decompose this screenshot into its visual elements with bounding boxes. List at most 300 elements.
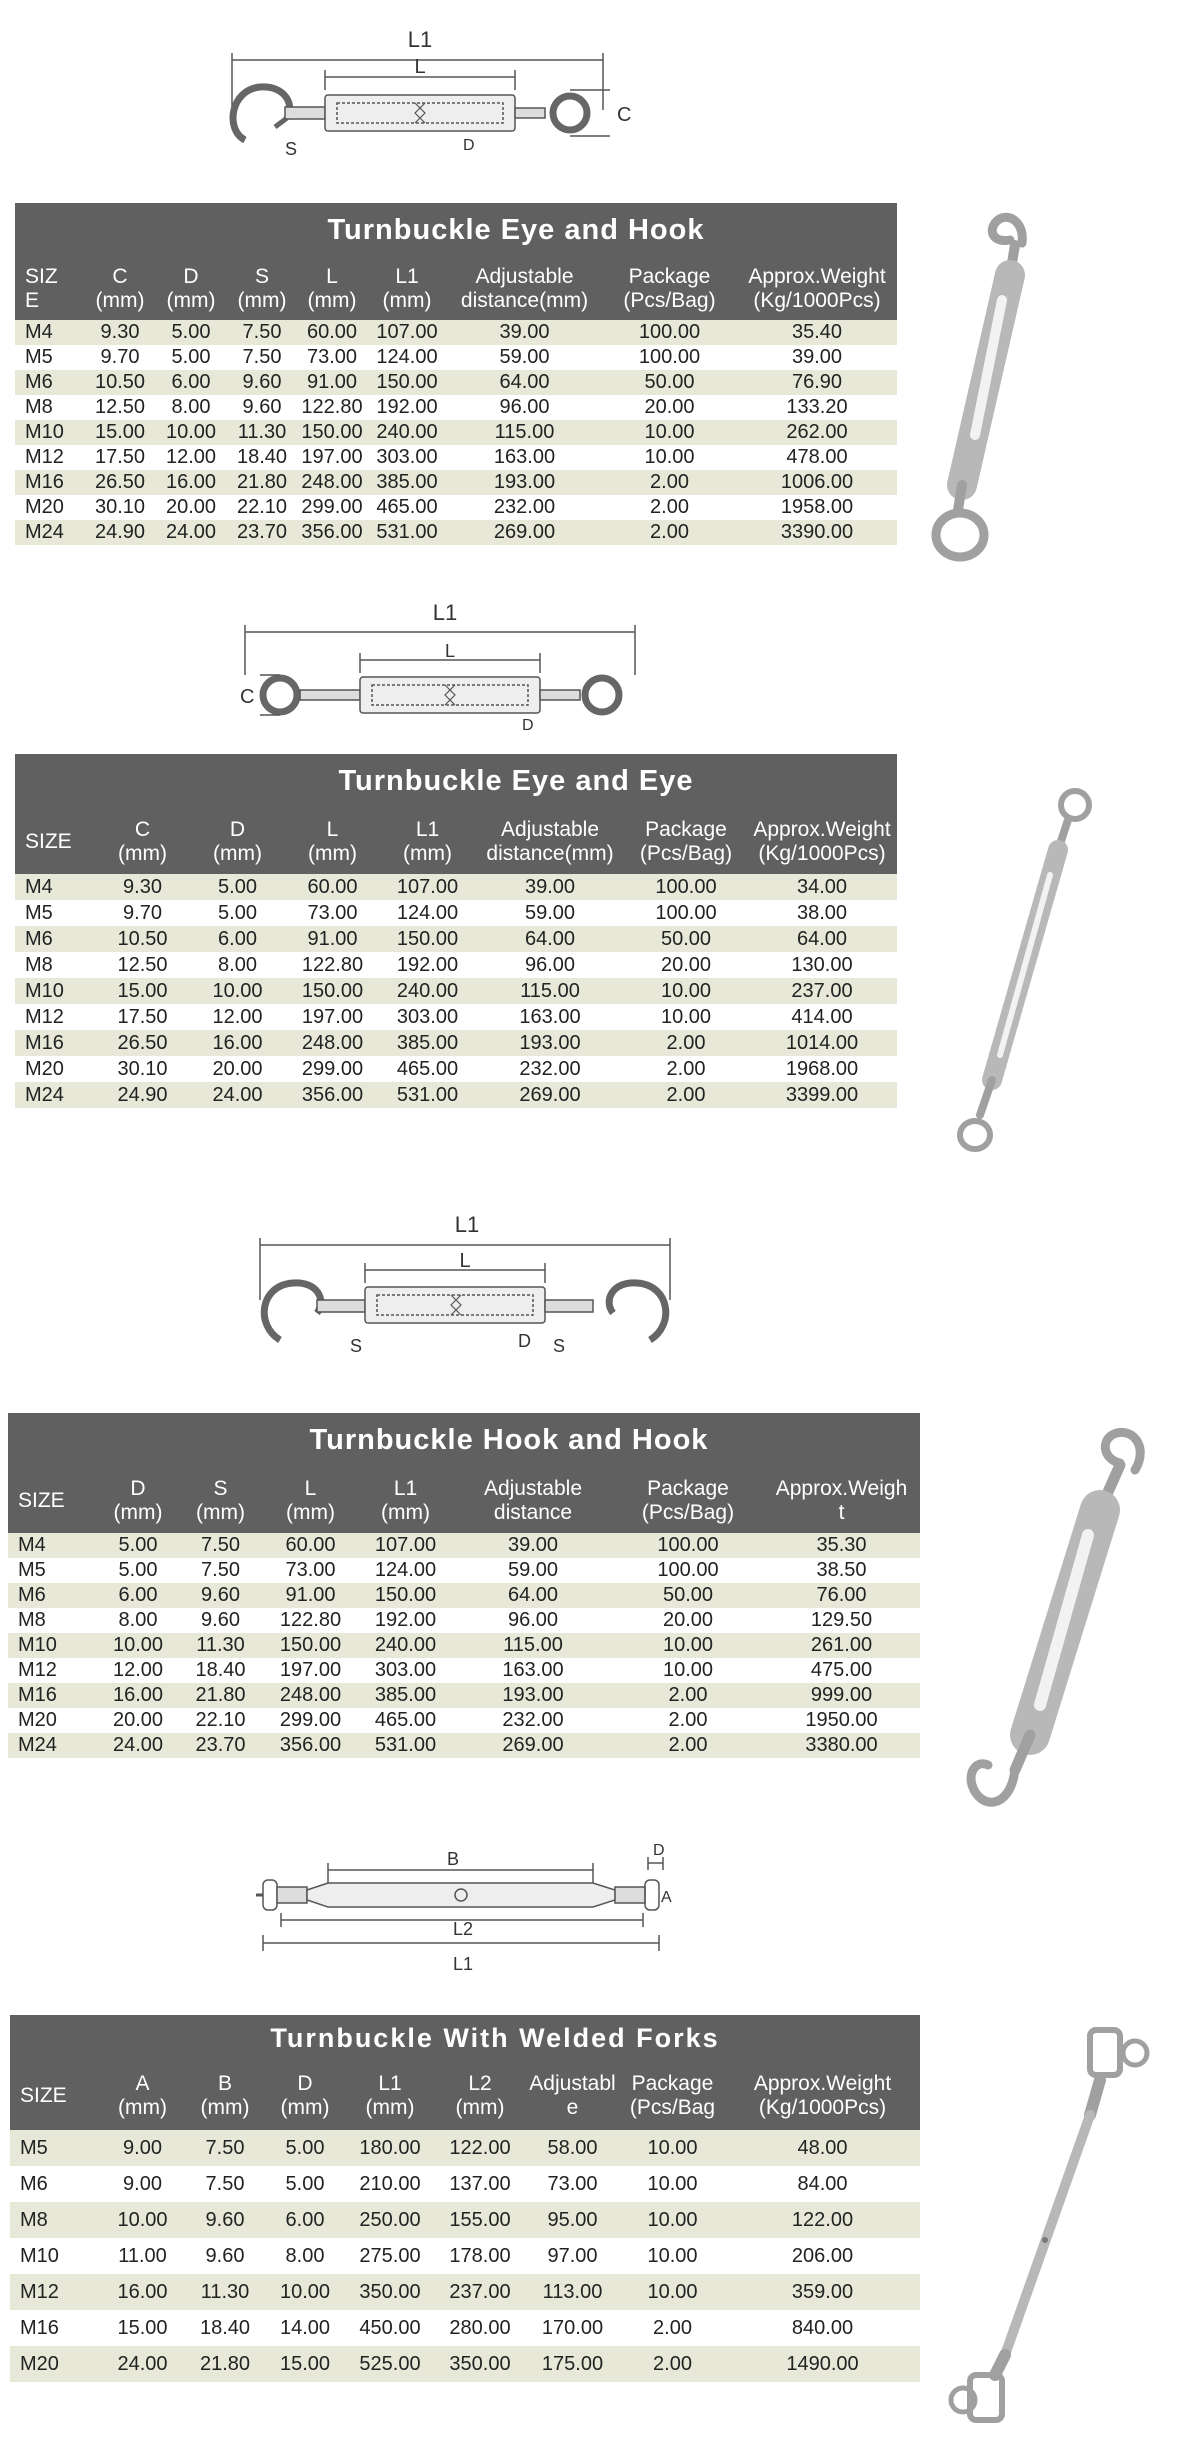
table-row: [15, 395, 897, 420]
column-header: SIZE: [15, 809, 95, 874]
size-cell: M6: [8, 1583, 98, 1608]
value-cell: 299.00: [263, 1708, 358, 1733]
value-cell: 48.00: [725, 2130, 920, 2166]
label-c: C: [240, 686, 255, 708]
size-cell: M24: [8, 1733, 98, 1758]
size-cell: M12: [15, 445, 85, 470]
value-cell: 2.00: [613, 1733, 763, 1758]
value-cell: 10.00: [265, 2274, 345, 2310]
value-cell: 192.00: [358, 1608, 453, 1633]
size-cell: M12: [10, 2274, 100, 2310]
value-cell: 76.90: [737, 370, 897, 395]
value-cell: 38.00: [747, 900, 897, 926]
value-cell: 7.50: [178, 1558, 263, 1583]
value-cell: 12.50: [95, 952, 190, 978]
value-cell: 5.00: [265, 2166, 345, 2202]
value-cell: 26.50: [85, 470, 155, 495]
column-header: SIZ E: [15, 258, 85, 320]
value-cell: 210.00: [345, 2166, 435, 2202]
value-cell: 9.00: [100, 2166, 185, 2202]
value-cell: 5.00: [265, 2130, 345, 2166]
value-cell: 197.00: [297, 445, 367, 470]
value-cell: 7.50: [178, 1533, 263, 1558]
value-cell: 1958.00: [737, 495, 897, 520]
value-cell: 170.00: [525, 2310, 620, 2346]
column-header: Adjustabl e: [525, 2062, 620, 2130]
value-cell: 6.00: [265, 2202, 345, 2238]
value-cell: 193.00: [453, 1683, 613, 1708]
value-cell: 16.00: [98, 1683, 178, 1708]
value-cell: 30.10: [85, 495, 155, 520]
table-row: [15, 900, 897, 926]
value-cell: 8.00: [155, 395, 227, 420]
value-cell: 113.00: [525, 2274, 620, 2310]
value-cell: 5.00: [98, 1533, 178, 1558]
value-cell: 8.00: [98, 1608, 178, 1633]
table-row: [15, 874, 897, 900]
size-cell: M8: [15, 952, 95, 978]
value-cell: 269.00: [475, 1082, 625, 1108]
value-cell: 465.00: [367, 495, 447, 520]
value-cell: 150.00: [297, 420, 367, 445]
value-cell: 163.00: [453, 1658, 613, 1683]
column-header: L1 (mm): [345, 2062, 435, 2130]
table-row: [8, 1633, 920, 1658]
value-cell: 1968.00: [747, 1056, 897, 1082]
value-cell: 150.00: [285, 978, 380, 1004]
value-cell: 232.00: [453, 1708, 613, 1733]
value-cell: 115.00: [453, 1633, 613, 1658]
value-cell: 10.00: [625, 1004, 747, 1030]
column-header: D (mm): [265, 2062, 345, 2130]
value-cell: 197.00: [263, 1658, 358, 1683]
value-cell: 525.00: [345, 2346, 435, 2382]
diagram-eye-and-eye: [240, 595, 640, 745]
table-row: [8, 1708, 920, 1733]
column-header: Approx.Weight (Kg/1000Pcs): [747, 809, 897, 874]
value-cell: 5.00: [190, 900, 285, 926]
table-welded-forks: [10, 2015, 920, 2382]
table-row: [15, 495, 897, 520]
value-cell: 17.50: [85, 445, 155, 470]
value-cell: 20.00: [625, 952, 747, 978]
table-title: Turnbuckle Eye and Eye: [15, 754, 897, 809]
value-cell: 10.50: [85, 370, 155, 395]
table-header-row: [10, 2062, 920, 2130]
value-cell: 356.00: [285, 1082, 380, 1108]
value-cell: 14.00: [265, 2310, 345, 2346]
size-cell: M10: [15, 978, 95, 1004]
label-l: L: [444, 641, 456, 661]
value-cell: 23.70: [178, 1733, 263, 1758]
value-cell: 26.50: [95, 1030, 190, 1056]
value-cell: 96.00: [453, 1608, 613, 1633]
value-cell: 1006.00: [737, 470, 897, 495]
value-cell: 34.00: [747, 874, 897, 900]
value-cell: 129.50: [763, 1608, 920, 1633]
size-cell: M12: [15, 1004, 95, 1030]
size-cell: M5: [10, 2130, 100, 2166]
value-cell: 9.60: [227, 395, 297, 420]
table-row: [15, 1056, 897, 1082]
value-cell: 50.00: [625, 926, 747, 952]
value-cell: 10.00: [602, 420, 737, 445]
value-cell: 385.00: [358, 1683, 453, 1708]
value-cell: 7.50: [185, 2130, 265, 2166]
value-cell: 465.00: [358, 1708, 453, 1733]
value-cell: 115.00: [475, 978, 625, 1004]
value-cell: 18.40: [185, 2310, 265, 2346]
table-row: [10, 2202, 920, 2238]
value-cell: 91.00: [263, 1583, 358, 1608]
value-cell: 9.60: [178, 1583, 263, 1608]
value-cell: 193.00: [447, 470, 602, 495]
product-photo-eye-and-hook: [930, 205, 1060, 580]
column-header: L (mm): [263, 1468, 358, 1533]
value-cell: 3399.00: [747, 1082, 897, 1108]
column-header: L (mm): [297, 258, 367, 320]
table-row: [15, 952, 897, 978]
value-cell: 100.00: [602, 345, 737, 370]
value-cell: 465.00: [380, 1056, 475, 1082]
value-cell: 12.00: [190, 1004, 285, 1030]
value-cell: 96.00: [447, 395, 602, 420]
value-cell: 60.00: [285, 874, 380, 900]
value-cell: 237.00: [747, 978, 897, 1004]
column-header: Approx.Weight (Kg/1000Pcs): [737, 258, 897, 320]
value-cell: 24.00: [190, 1082, 285, 1108]
table-row: [15, 978, 897, 1004]
value-cell: 356.00: [297, 520, 367, 545]
value-cell: 450.00: [345, 2310, 435, 2346]
value-cell: 20.00: [98, 1708, 178, 1733]
label-d: D: [463, 137, 475, 154]
label-a: A: [661, 1889, 672, 1906]
value-cell: 10.00: [613, 1658, 763, 1683]
table-row: [15, 345, 897, 370]
column-header: C (mm): [95, 809, 190, 874]
value-cell: 73.00: [297, 345, 367, 370]
column-header: B (mm): [185, 2062, 265, 2130]
value-cell: 122.80: [263, 1608, 358, 1633]
size-cell: M16: [15, 470, 85, 495]
value-cell: 240.00: [358, 1633, 453, 1658]
value-cell: 11.00: [100, 2238, 185, 2274]
value-cell: 18.40: [178, 1658, 263, 1683]
value-cell: 531.00: [380, 1082, 475, 1108]
table-eye-and-eye: [15, 754, 897, 1108]
product-photo-eye-and-eye: [950, 780, 1100, 1165]
value-cell: 22.10: [227, 495, 297, 520]
value-cell: 2.00: [625, 1056, 747, 1082]
value-cell: 35.30: [763, 1533, 920, 1558]
column-header: L1 (mm): [367, 258, 447, 320]
value-cell: 18.40: [227, 445, 297, 470]
value-cell: 10.00: [100, 2202, 185, 2238]
value-cell: 133.20: [737, 395, 897, 420]
value-cell: 248.00: [285, 1030, 380, 1056]
value-cell: 356.00: [263, 1733, 358, 1758]
value-cell: 192.00: [367, 395, 447, 420]
value-cell: 5.00: [155, 345, 227, 370]
label-l2: L2: [452, 1919, 474, 1939]
value-cell: 2.00: [620, 2310, 725, 2346]
value-cell: 163.00: [475, 1004, 625, 1030]
diagram-hook-and-hook: [255, 1205, 675, 1360]
value-cell: 107.00: [358, 1533, 453, 1558]
value-cell: 2.00: [625, 1082, 747, 1108]
spec-table: [15, 809, 897, 1108]
table-row: [10, 2310, 920, 2346]
table-row: [15, 445, 897, 470]
value-cell: 2.00: [620, 2346, 725, 2382]
value-cell: 350.00: [435, 2346, 525, 2382]
value-cell: 124.00: [358, 1558, 453, 1583]
spec-table: [8, 1468, 920, 1758]
column-header: Approx.Weight (Kg/1000Pcs): [725, 2062, 920, 2130]
size-cell: M5: [15, 345, 85, 370]
label-l1: L1: [407, 27, 433, 52]
value-cell: 10.00: [620, 2130, 725, 2166]
label-b: B: [446, 1849, 460, 1869]
value-cell: 531.00: [358, 1733, 453, 1758]
value-cell: 248.00: [297, 470, 367, 495]
value-cell: 261.00: [763, 1633, 920, 1658]
value-cell: 39.00: [453, 1533, 613, 1558]
value-cell: 262.00: [737, 420, 897, 445]
size-cell: M20: [10, 2346, 100, 2382]
value-cell: 15.00: [95, 978, 190, 1004]
value-cell: 6.00: [98, 1583, 178, 1608]
value-cell: 60.00: [297, 320, 367, 345]
size-cell: M8: [10, 2202, 100, 2238]
value-cell: 385.00: [380, 1030, 475, 1056]
value-cell: 2.00: [613, 1683, 763, 1708]
value-cell: 60.00: [263, 1533, 358, 1558]
column-header: D (mm): [155, 258, 227, 320]
column-header: Adjustable distance(mm): [447, 258, 602, 320]
label-l1: L1: [432, 600, 458, 625]
table-row: [15, 1004, 897, 1030]
product-photo-hook-and-hook: [960, 1415, 1160, 1825]
value-cell: 10.00: [625, 978, 747, 1004]
value-cell: 414.00: [747, 1004, 897, 1030]
value-cell: 91.00: [297, 370, 367, 395]
table-row: [10, 2346, 920, 2382]
value-cell: 10.00: [602, 445, 737, 470]
column-header: A (mm): [100, 2062, 185, 2130]
value-cell: 16.00: [100, 2274, 185, 2310]
value-cell: 299.00: [285, 1056, 380, 1082]
label-s-left: S: [350, 1336, 363, 1356]
value-cell: 20.00: [190, 1056, 285, 1082]
value-cell: 359.00: [725, 2274, 920, 2310]
value-cell: 7.50: [227, 345, 297, 370]
value-cell: 10.50: [95, 926, 190, 952]
value-cell: 84.00: [725, 2166, 920, 2202]
column-header: Package (Pcs/Bag: [620, 2062, 725, 2130]
value-cell: 11.30: [227, 420, 297, 445]
value-cell: 3380.00: [763, 1733, 920, 1758]
column-header: S (mm): [178, 1468, 263, 1533]
value-cell: 12.50: [85, 395, 155, 420]
value-cell: 3390.00: [737, 520, 897, 545]
value-cell: 23.70: [227, 520, 297, 545]
value-cell: 76.00: [763, 1583, 920, 1608]
size-cell: M6: [10, 2166, 100, 2202]
value-cell: 8.00: [265, 2238, 345, 2274]
table-header-row: [15, 258, 897, 320]
value-cell: 91.00: [285, 926, 380, 952]
table-row: [10, 2238, 920, 2274]
value-cell: 192.00: [380, 952, 475, 978]
value-cell: 100.00: [602, 320, 737, 345]
column-header: L (mm): [285, 809, 380, 874]
value-cell: 97.00: [525, 2238, 620, 2274]
value-cell: 9.60: [178, 1608, 263, 1633]
size-cell: M10: [15, 420, 85, 445]
value-cell: 15.00: [100, 2310, 185, 2346]
column-header: Package (Pcs/Bag): [613, 1468, 763, 1533]
value-cell: 39.00: [737, 345, 897, 370]
table-row: [10, 2166, 920, 2202]
value-cell: 2.00: [602, 470, 737, 495]
table-row: [15, 420, 897, 445]
value-cell: 1950.00: [763, 1708, 920, 1733]
value-cell: 12.00: [155, 445, 227, 470]
value-cell: 7.50: [227, 320, 297, 345]
table-header-row: [15, 809, 897, 874]
value-cell: 9.30: [85, 320, 155, 345]
table-row: [15, 320, 897, 345]
value-cell: 475.00: [763, 1658, 920, 1683]
value-cell: 50.00: [613, 1583, 763, 1608]
product-photo-welded-forks: [935, 2025, 1175, 2425]
value-cell: 130.00: [747, 952, 897, 978]
value-cell: 20.00: [602, 395, 737, 420]
value-cell: 350.00: [345, 2274, 435, 2310]
value-cell: 10.00: [155, 420, 227, 445]
size-cell: M4: [15, 320, 85, 345]
value-cell: 122.80: [285, 952, 380, 978]
column-header: SIZE: [10, 2062, 100, 2130]
value-cell: 10.00: [98, 1633, 178, 1658]
value-cell: 303.00: [380, 1004, 475, 1030]
size-cell: M6: [15, 370, 85, 395]
label-d: D: [653, 1842, 665, 1859]
value-cell: 107.00: [380, 874, 475, 900]
size-cell: M20: [15, 495, 85, 520]
label-l1: L1: [452, 1954, 474, 1974]
value-cell: 39.00: [475, 874, 625, 900]
value-cell: 12.00: [98, 1658, 178, 1683]
value-cell: 122.80: [297, 395, 367, 420]
value-cell: 2.00: [602, 495, 737, 520]
table-row: [8, 1658, 920, 1683]
table-eye-and-hook: [15, 203, 897, 545]
value-cell: 24.00: [98, 1733, 178, 1758]
value-cell: 2.00: [602, 520, 737, 545]
table-row: [15, 470, 897, 495]
table-title: Turnbuckle With Welded Forks: [10, 2015, 920, 2062]
value-cell: 150.00: [263, 1633, 358, 1658]
value-cell: 531.00: [367, 520, 447, 545]
value-cell: 73.00: [525, 2166, 620, 2202]
value-cell: 237.00: [435, 2274, 525, 2310]
column-header: D (mm): [190, 809, 285, 874]
value-cell: 10.00: [620, 2166, 725, 2202]
table-row: [15, 520, 897, 545]
column-header: Package (Pcs/Bag): [625, 809, 747, 874]
value-cell: 95.00: [525, 2202, 620, 2238]
table-row: [15, 926, 897, 952]
value-cell: 39.00: [447, 320, 602, 345]
value-cell: 24.00: [100, 2346, 185, 2382]
value-cell: 7.50: [185, 2166, 265, 2202]
size-cell: M12: [8, 1658, 98, 1683]
value-cell: 303.00: [358, 1658, 453, 1683]
size-cell: M20: [8, 1708, 98, 1733]
value-cell: 9.00: [100, 2130, 185, 2166]
value-cell: 9.60: [227, 370, 297, 395]
label-s-right: S: [553, 1336, 566, 1356]
value-cell: 163.00: [447, 445, 602, 470]
column-header: Package (Pcs/Bag): [602, 258, 737, 320]
table-row: [8, 1733, 920, 1758]
value-cell: 180.00: [345, 2130, 435, 2166]
value-cell: 248.00: [263, 1683, 358, 1708]
table-row: [8, 1558, 920, 1583]
value-cell: 8.00: [190, 952, 285, 978]
value-cell: 150.00: [380, 926, 475, 952]
column-header: L1 (mm): [380, 809, 475, 874]
label-d: D: [522, 717, 534, 734]
value-cell: 10.00: [190, 978, 285, 1004]
label-l: L: [459, 1250, 471, 1272]
value-cell: 178.00: [435, 2238, 525, 2274]
value-cell: 21.80: [227, 470, 297, 495]
value-cell: 6.00: [190, 926, 285, 952]
value-cell: 11.30: [185, 2274, 265, 2310]
value-cell: 193.00: [475, 1030, 625, 1056]
value-cell: 100.00: [613, 1533, 763, 1558]
value-cell: 5.00: [190, 874, 285, 900]
value-cell: 9.60: [185, 2238, 265, 2274]
value-cell: 11.30: [178, 1633, 263, 1658]
value-cell: 17.50: [95, 1004, 190, 1030]
value-cell: 137.00: [435, 2166, 525, 2202]
value-cell: 150.00: [358, 1583, 453, 1608]
table-row: [10, 2274, 920, 2310]
table-title: Turnbuckle Eye and Hook: [15, 203, 897, 258]
table-row: [8, 1533, 920, 1558]
value-cell: 64.00: [475, 926, 625, 952]
value-cell: 155.00: [435, 2202, 525, 2238]
value-cell: 38.50: [763, 1558, 920, 1583]
value-cell: 64.00: [747, 926, 897, 952]
column-header: L1 (mm): [358, 1468, 453, 1533]
value-cell: 250.00: [345, 2202, 435, 2238]
size-cell: M16: [10, 2310, 100, 2346]
value-cell: 240.00: [380, 978, 475, 1004]
value-cell: 20.00: [613, 1608, 763, 1633]
table-row: [15, 1030, 897, 1056]
value-cell: 59.00: [453, 1558, 613, 1583]
value-cell: 175.00: [525, 2346, 620, 2382]
table-row: [15, 370, 897, 395]
spec-table: [10, 2062, 920, 2382]
value-cell: 6.00: [155, 370, 227, 395]
